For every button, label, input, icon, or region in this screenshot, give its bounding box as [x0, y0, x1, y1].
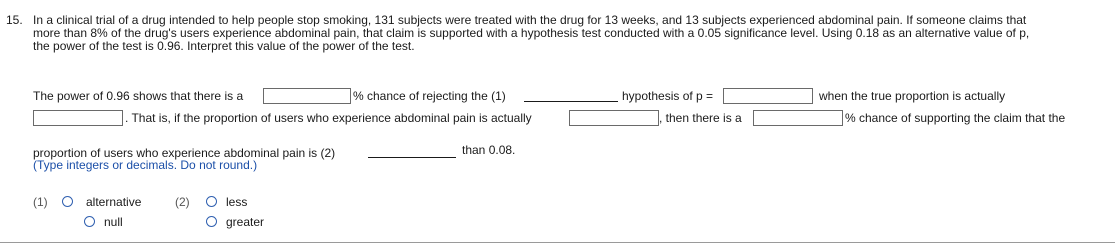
radio-alternative[interactable]	[62, 196, 73, 207]
radio-less[interactable]	[206, 196, 217, 207]
answer-text-then: , then there is a	[659, 111, 742, 125]
radio-label-greater[interactable]: greater	[226, 215, 265, 229]
radio-greater[interactable]	[206, 216, 217, 227]
radio-label-alternative[interactable]: alternative	[86, 195, 142, 209]
answer-text-true-proportion: when the true proportion is actually	[819, 89, 1006, 103]
answer-text-than: than 0.08.	[462, 143, 516, 157]
radio-null[interactable]	[84, 216, 95, 227]
choice-group-1-label: (1)	[33, 195, 48, 209]
question-text-line-2: more than 8% of the drug's users experience abdominal pain, that claim is supported with a hypothesis test conducted with a 0.05 significance level. Using 0.18 as an alternative value of p,	[33, 26, 1030, 40]
chance-support-input[interactable]	[753, 110, 843, 126]
answer-text-hypothesis: hypothesis of p =	[622, 89, 714, 103]
dropdown-blank-1[interactable]	[524, 101, 618, 102]
radio-label-less[interactable]: less	[226, 195, 248, 209]
dropdown-blank-2[interactable]	[368, 157, 456, 158]
question-number: 15.	[6, 13, 23, 27]
choice-group-2-label: (2)	[175, 195, 190, 209]
bottom-divider	[0, 242, 1115, 243]
format-hint: (Type integers or decimals. Do not round.)	[33, 158, 258, 172]
actual-proportion-input[interactable]	[569, 110, 659, 126]
p-null-input[interactable]	[723, 88, 813, 104]
answer-text-that-is: . That is, if the proportion of users who experience abdominal pain is actually	[125, 111, 532, 125]
true-proportion-input[interactable]	[33, 110, 123, 126]
chance-reject-input[interactable]	[263, 88, 351, 104]
question-text-line-3: the power of the test is 0.96. Interpret this value of the power of the test.	[33, 39, 415, 53]
question-text-line-1: In a clinical trial of a drug intended to help people stop smoking, 131 subjects were treated with the drug for 13 weeks, and 13 subjects experienced abdominal pain. If someone claims that	[33, 13, 1027, 27]
radio-label-null[interactable]: null	[104, 215, 123, 229]
answer-text-intro: The power of 0.96 shows that there is a	[33, 89, 244, 103]
answer-text-proportion: proportion of users who experience abdominal pain is (2)	[33, 146, 336, 160]
answer-text-rejecting: % chance of rejecting the (1)	[353, 89, 506, 103]
answer-text-supporting: % chance of supporting the claim that the	[845, 111, 1066, 125]
